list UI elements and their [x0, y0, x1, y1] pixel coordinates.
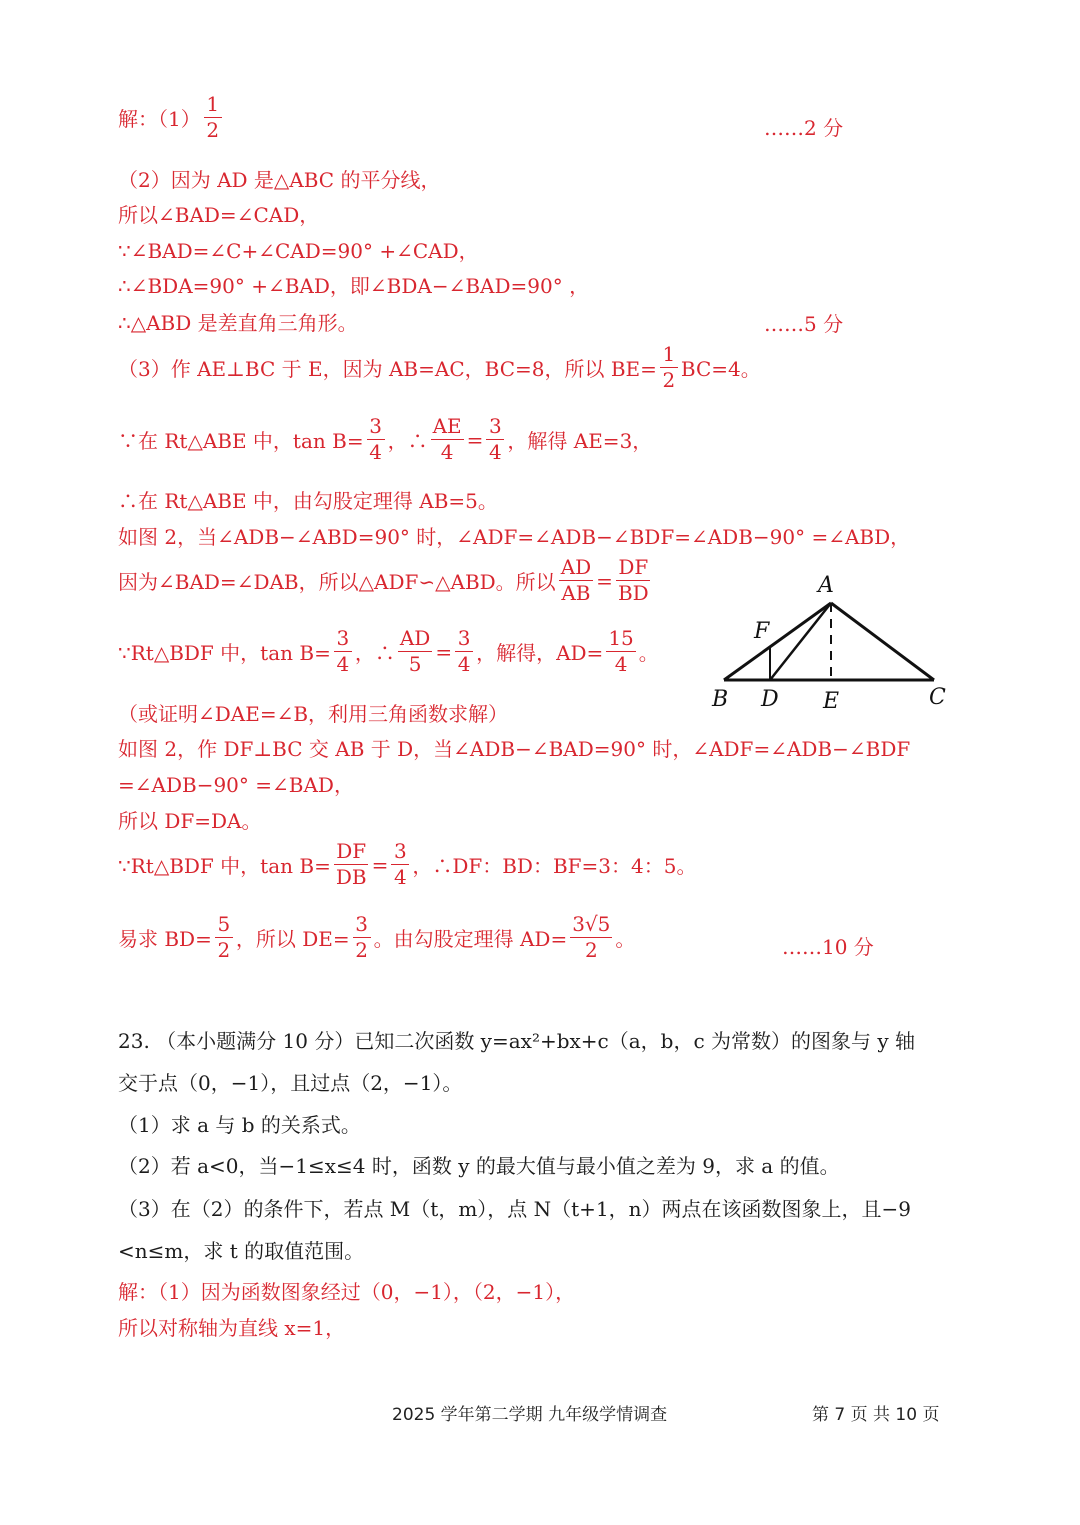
sol22-line-14: 如图 2，作 DF⊥BC 交 AB 于 D，当∠ADB−∠BAD=90° 时，∠ADF=∠ADB−∠BDF [118, 737, 911, 761]
score-10: ……10 分 [782, 935, 874, 959]
fraction: $\frac{3}{4}$ [334, 628, 352, 675]
triangle-figure [700, 568, 970, 718]
fraction: $\frac{DF}{DB}$ [335, 839, 367, 889]
fraction: $\frac{15}{4}$ [608, 626, 634, 676]
score-5: ……5 分 [764, 312, 844, 336]
sol22-line-10: 如图 2，当∠ADB−∠ABD=90° 时，∠ADF=∠ADB−∠BDF=∠ADB−90° =∠ABD， [118, 525, 911, 549]
fraction: $\frac{3}{4}$ [391, 841, 409, 888]
score-2: ……2 分 [764, 116, 844, 140]
fraction: $\frac{3}{4}$ [367, 416, 385, 463]
fraction: 1 2 [204, 94, 222, 141]
q23-line-5: （3）在（2）的条件下，若点 M（t，m），点 N（t+1，n）两点在该函数图象上，且−9 [118, 1197, 912, 1221]
label-a: A [818, 573, 834, 598]
footer-page-number: 第 7 页 共 10 页 [812, 1405, 940, 1425]
sol22-line-6: ∴△ABD 是差直角三角形。 [118, 311, 358, 335]
q23-solution-line-1: 解：（1）因为函数图象经过（0，−1），（2，−1）， [118, 1280, 576, 1304]
fraction: $\frac{3√5}{2}$ [572, 912, 611, 962]
sol22-line-17: ∵Rt△BDF 中，tan B= $\frac{DF}{DB}$ = $\frac{3}{4}$ ，∴DF：BD：BF=3：4：5。 [118, 839, 697, 889]
fraction: $\frac{AD}{AB}$ [560, 555, 592, 605]
sol22-line-1: 解：（1） 1 2 [118, 94, 225, 141]
label-d: D [761, 687, 779, 712]
fraction: $\frac{3}{4}$ [455, 628, 473, 675]
sol22-line-9: ∴在 Rt△ABE 中，由勾股定理得 AB=5。 [118, 489, 498, 513]
q23-line-1: 23. （本小题满分 10 分）已知二次函数 y=ax²+bx+c（a，b，c 为常数）的图象与 y 轴 [118, 1029, 916, 1053]
fraction: $\frac{AD}{5}$ [399, 626, 431, 676]
q23-line-2: 交于点（0，−1），且过点（2，−1）。 [118, 1071, 463, 1095]
q23-line-4: （2）若 a<0，当−1≤x≤4 时，函数 y 的最大值与最小值之差为 9，求 a 的值。 [118, 1154, 840, 1178]
sol22-line-8: ∵在 Rt△ABE 中，tan B= $\frac{3}{4}$ ，∴ $\frac{AE}{4}$ = $\frac{3}{4}$ ，解得 AE=3， [118, 414, 653, 464]
fraction: $\frac{DF}{BD}$ [617, 555, 649, 605]
q23-solution-line-2: 所以对称轴为直线 x=1， [118, 1316, 346, 1340]
label-c: C [929, 685, 946, 710]
fraction: $\frac{3}{2}$ [353, 914, 371, 961]
sol22-line-5: ∴∠BDA=90° +∠BAD，即∠BDA−∠BAD=90° ， [118, 274, 590, 298]
sol22-line-18: 易求 BD= $\frac{5}{2}$ ，所以 DE= $\frac{3}{2}$ 。由勾股定理得 AD= $\frac{3√5}{2}$ 。 [118, 912, 636, 962]
q23-line-6: <n≤m，求 t 的取值范围。 [118, 1239, 365, 1263]
sol22-line-15: =∠ADB−90° =∠BAD， [118, 773, 354, 797]
sol22-line-2: （2）因为 AD 是△ABC 的平分线， [118, 168, 441, 192]
fraction: $\frac{1}{2}$ [660, 344, 678, 391]
sol22-line-16: 所以 DF=DA。 [118, 809, 262, 833]
label-f: F [754, 619, 770, 644]
q23-line-3: （1）求 a 与 b 的关系式。 [118, 1113, 361, 1137]
fraction: $\frac{5}{2}$ [215, 914, 233, 961]
sol22-line-12: ∵Rt△BDF 中，tan B= $\frac{3}{4}$ ，∴ $\frac{AD}{5}$ = $\frac{3}{4}$ ，解得，AD= $\frac{15}{4}$ 。 [118, 626, 659, 676]
label-e: E [823, 689, 840, 714]
footer-exam-title: 2025 学年第二学期 九年级学情调查 [392, 1405, 668, 1425]
side-ab [724, 603, 831, 680]
sol22-line-4: ∵∠BAD=∠C+∠CAD=90° +∠CAD， [118, 239, 479, 263]
side-ac [831, 603, 934, 680]
sol22-line-7: （3）作 AE⊥BC 于 E，因为 AB=AC，BC=8，所以 BE= $\frac{1}{2}$ BC=4。 [118, 342, 761, 392]
label-b: B [712, 687, 729, 712]
sol22-line-11: 因为∠BAD=∠DAB，所以△ADF∽△ABD。所以 $\frac{AD}{AB}$ = $\frac{DF}{BD}$ [118, 555, 649, 605]
fraction: $\frac{3}{4}$ [486, 416, 504, 463]
sol22-line-3: 所以∠BAD=∠CAD， [118, 203, 320, 227]
fraction: $\frac{AE}{4}$ [432, 414, 462, 464]
sol22-line-13: （或证明∠DAE=∠B，利用三角函数求解） [118, 702, 509, 726]
